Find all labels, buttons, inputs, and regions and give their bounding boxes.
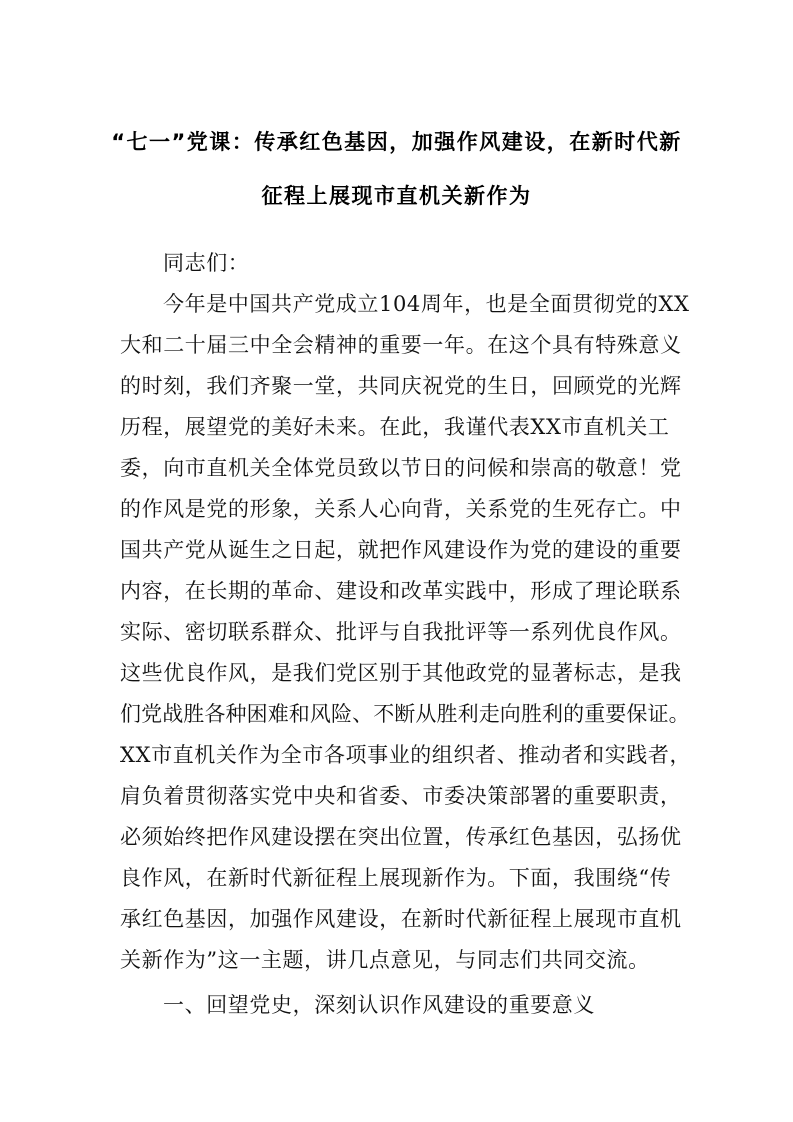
paragraph-line: 承红色基因，加强作风建设，在新时代新征程上展现市直机 <box>120 907 682 931</box>
paragraph-line: 历程，展望党的美好未来。在此，我谨代表XX市直机关工 <box>120 415 670 439</box>
paragraph-line: 大和二十届三中全会精神的重要一年。在这个具有特殊意义 <box>120 333 682 357</box>
paragraph-line: 这些优良作风，是我们党区别于其他政党的显著标志，是我 <box>120 661 682 685</box>
paragraph-line: 肩负着贯彻落实党中央和省委、市委决策部署的重要职责， <box>120 784 682 808</box>
paragraph-line: 良作风，在新时代新征程上展现新作为。下面，我围绕“传 <box>120 866 672 890</box>
document-title-line-2: 征程上展现市直机关新作为 <box>261 184 532 208</box>
paragraph-line: XX市直机关作为全市各项事业的组织者、推动者和实践者， <box>120 743 692 767</box>
paragraph-line: 关新作为”这一主题，讲几点意见，与同志们共同交流。 <box>120 948 650 972</box>
paragraph-line: 们党战胜各种困难和风险、不断从胜利走向胜利的重要保证。 <box>120 702 690 726</box>
paragraph-line: 内容，在长期的革命、建设和改革实践中，形成了理论联系 <box>120 579 682 603</box>
paragraph-line: 实际、密切联系群众、批评与自我批评等一系列优良作风。 <box>120 620 682 644</box>
paragraph-line: 必须始终把作风建设摆在突出位置，传承红色基因，弘扬优 <box>120 825 682 849</box>
paragraph-line: 国共产党从诞生之日起，就把作风建设作为党的建设的重要 <box>120 538 682 562</box>
paragraph-line: 今年是中国共产党成立104周年，也是全面贯彻党的XX <box>163 292 690 316</box>
paragraph-line: 委，向市直机关全体党员致以节日的问候和崇高的敬意！党 <box>120 456 682 480</box>
greeting: 同志们： <box>163 251 250 275</box>
paragraph-line: 的作风是党的形象，关系人心向背，关系党的生死存亡。中 <box>120 497 682 521</box>
section-heading: 一、回望党史，深刻认识作风建设的重要意义 <box>163 993 595 1017</box>
paragraph-line: 的时刻，我们齐聚一堂，共同庆祝党的生日，回顾党的光辉 <box>120 374 682 398</box>
document-title-line-1: “七一”党课：传承红色基因，加强作风建设，在新时代新 <box>111 130 682 154</box>
